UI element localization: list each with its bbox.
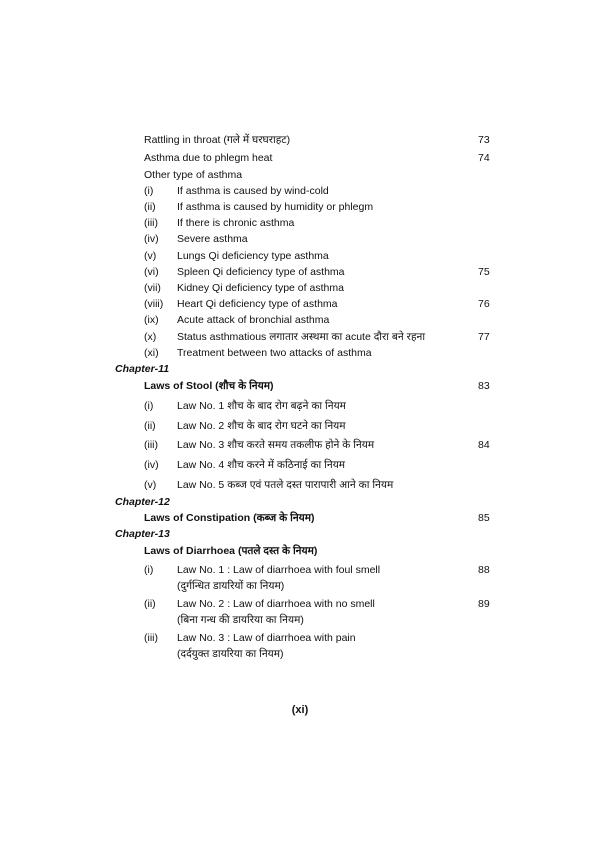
- section-heading: [0, 378, 600, 394]
- item-number: (i): [144, 185, 154, 197]
- item-number: (ii): [144, 201, 156, 213]
- page-number: 75: [478, 266, 490, 278]
- item-subtext: (दुर्गन्धित डायरियों का नियम): [177, 580, 285, 592]
- chapter-label: Chapter-12: [115, 496, 170, 508]
- toc-item: [0, 248, 600, 264]
- toc-item: [0, 630, 600, 646]
- chapter-label: Chapter-13: [115, 528, 170, 540]
- item-number: (xi): [144, 347, 159, 359]
- page-number: 84: [478, 439, 490, 451]
- item-text: Heart Qi deficiency type of asthma: [177, 298, 338, 310]
- page-number: 73: [478, 134, 490, 146]
- item-text: Law No. 5 कब्ज एवं पतले दस्त पारापारी आने का नियम: [177, 479, 394, 491]
- entry-text: Other type of asthma: [144, 169, 243, 181]
- item-text: Law No. 1 शौच के बाद रोग बढ़ने का नियम: [177, 400, 346, 412]
- toc-item: [0, 296, 600, 312]
- item-number: (iv): [144, 233, 159, 245]
- toc-item-sub: [0, 612, 600, 628]
- toc-item: [0, 398, 600, 414]
- page-number: 83: [478, 380, 490, 392]
- item-text: If there is chronic asthma: [177, 217, 295, 229]
- toc-entry: [0, 150, 600, 166]
- toc-item: [0, 596, 600, 612]
- chapter-heading: [0, 526, 600, 542]
- page-number: 88: [478, 564, 490, 576]
- chapter-heading: [0, 361, 600, 377]
- section-heading: [0, 543, 600, 559]
- toc-item: [0, 345, 600, 361]
- toc-item: [0, 418, 600, 434]
- item-text: Status asthmatious लगातार अस्थमा का acute दौरा बने रहना: [177, 331, 426, 343]
- toc-item: [0, 437, 600, 453]
- item-text: Severe asthma: [177, 233, 248, 245]
- item-text: Law No. 3 : Law of diarrhoea with pain: [177, 632, 356, 644]
- item-number: (v): [144, 250, 157, 262]
- page-number: 89: [478, 598, 490, 610]
- item-text: If asthma is caused by wind-cold: [177, 185, 329, 197]
- item-text: Law No. 2 शौच के बाद रोग घटने का नियम: [177, 420, 346, 432]
- toc-entry: [0, 167, 600, 183]
- item-number: (i): [144, 400, 154, 412]
- item-number: (x): [144, 331, 157, 343]
- item-number: (v): [144, 479, 157, 491]
- item-text: Lungs Qi deficiency type asthma: [177, 250, 329, 262]
- entry-text: Rattling in throat (गले में घरघराहट): [144, 134, 291, 146]
- toc-item-sub: [0, 646, 600, 662]
- section-title: Laws of Stool (शौच के नियम): [144, 380, 274, 392]
- section-title: Laws of Constipation (कब्ज के नियम): [144, 512, 315, 524]
- item-text: Spleen Qi deficiency type of asthma: [177, 266, 345, 278]
- item-number: (vi): [144, 266, 159, 278]
- chapter-label: Chapter-11: [115, 363, 170, 375]
- footer-page-number: (xi): [291, 704, 309, 716]
- page-number: 76: [478, 298, 490, 310]
- page-number: 77: [478, 331, 490, 343]
- item-text: Acute attack of bronchial asthma: [177, 314, 330, 326]
- page-number: 74: [478, 152, 490, 164]
- item-subtext: (बिना गन्ध की डायरिया का नियम): [177, 614, 304, 626]
- entry-text: Asthma due to phlegm heat: [144, 152, 273, 164]
- item-text: Law No. 4 शौच करने में कठिनाई का नियम: [177, 459, 346, 471]
- toc-item: [0, 199, 600, 215]
- item-number: (viii): [144, 298, 164, 310]
- item-number: (iii): [144, 632, 158, 644]
- item-text: Treatment between two attacks of asthma: [177, 347, 372, 359]
- item-number: (i): [144, 564, 154, 576]
- toc-item: [0, 562, 600, 578]
- item-text: Law No. 1 : Law of diarrhoea with foul smell: [177, 564, 381, 576]
- toc-item-sub: [0, 578, 600, 594]
- chapter-heading: [0, 494, 600, 510]
- item-text: If asthma is caused by humidity or phlegm: [177, 201, 374, 213]
- toc-item: [0, 183, 600, 199]
- item-number: (iii): [144, 439, 158, 451]
- toc-item: [0, 280, 600, 296]
- toc-item: [0, 264, 600, 280]
- toc-entry: [0, 132, 600, 148]
- toc-item: [0, 312, 600, 328]
- toc-item: [0, 215, 600, 231]
- item-number: (ii): [144, 420, 156, 432]
- item-text: Law No. 2 : Law of diarrhoea with no smell: [177, 598, 375, 610]
- item-number: (ii): [144, 598, 156, 610]
- section-heading: [0, 510, 600, 526]
- toc-item: [0, 231, 600, 247]
- item-number: (iv): [144, 459, 159, 471]
- item-number: (ix): [144, 314, 159, 326]
- toc-item: [0, 329, 600, 345]
- item-subtext: (दर्दयुक्त डायरिया का नियम): [177, 648, 284, 660]
- section-title: Laws of Diarrhoea (पतले दस्त के नियम): [144, 545, 318, 557]
- page-number: 85: [478, 512, 490, 524]
- item-text: Law No. 3 शौच करते समय तकलीफ होने के नियम: [177, 439, 375, 451]
- item-number: (vii): [144, 282, 161, 294]
- item-text: Kidney Qi deficiency type of asthma: [177, 282, 344, 294]
- toc-item: [0, 477, 600, 493]
- toc-item: [0, 457, 600, 473]
- item-number: (iii): [144, 217, 158, 229]
